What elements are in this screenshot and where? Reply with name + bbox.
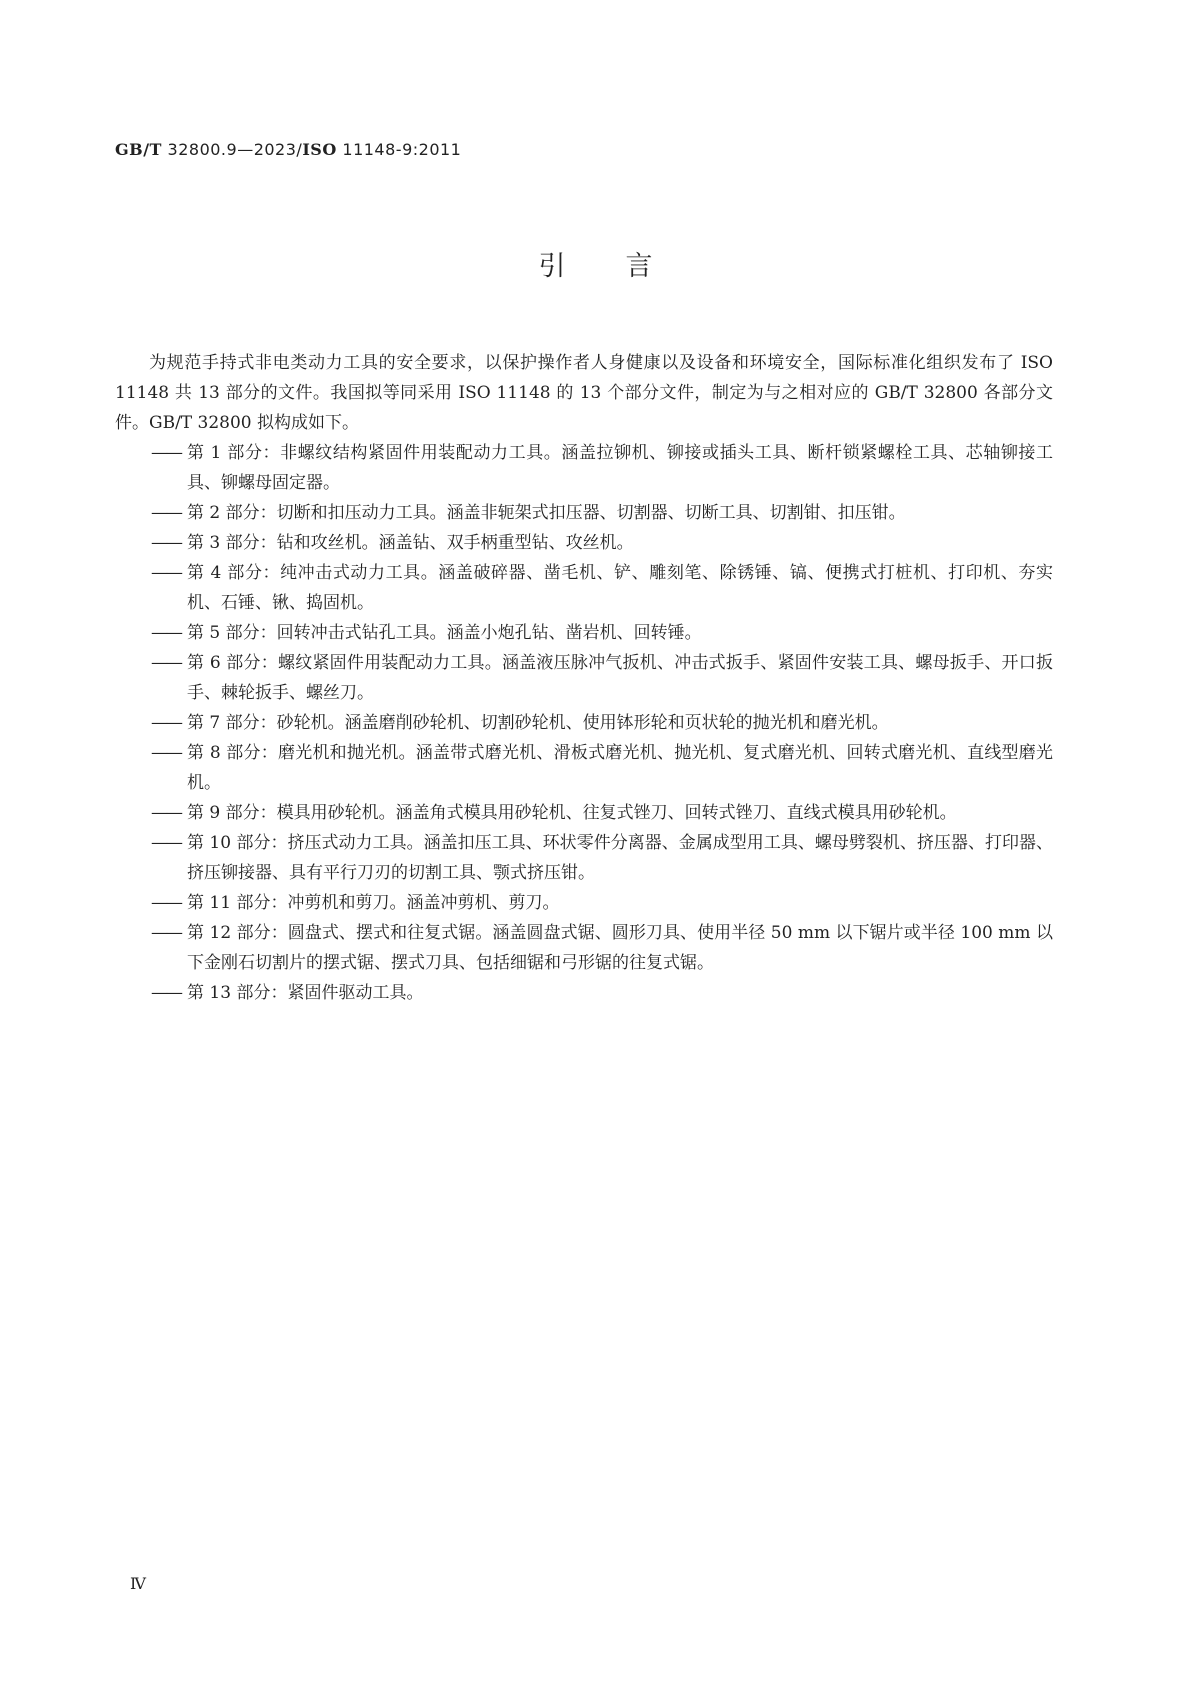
em-dash: —— xyxy=(151,443,181,463)
part-text: 第 4 部分：纯冲击式动力工具。涵盖破碎器、凿毛机、铲、雕刻笔、除锈锤、镐、便携式打桩机、打印机、夯实机、石锤、锹、捣固机。 xyxy=(187,563,1053,613)
part-text: 第 13 部分：紧固件驱动工具。 xyxy=(187,983,424,1003)
list-item-part-5 xyxy=(115,618,1053,648)
em-dash: —— xyxy=(151,833,181,853)
intro-paragraph: 为规范手持式非电类动力工具的安全要求，以保护操作者人身健康以及设备和环境安全，国际标准化组织发布了 ISO 11148 共 13 部分的文件。我国拟等同采用 ISO 11148 的 13 个部分文件，制定为与之相对应的 GB/T 32800 各部分文件。GB/T 32800 拟构成如下。 xyxy=(115,353,1053,433)
list-item-part-13 xyxy=(115,978,1053,1008)
part-text: 第 7 部分：砂轮机。涵盖磨削砂轮机、切割砂轮机、使用钵形轮和页状轮的抛光机和磨光机。 xyxy=(187,713,889,733)
list-item-part-7 xyxy=(115,708,1053,738)
em-dash: —— xyxy=(151,563,181,583)
list-item-part-9 xyxy=(115,798,1053,828)
list-item-part-4 xyxy=(115,558,1053,618)
list-item-part-6 xyxy=(115,648,1053,708)
iso-prefix: ISO xyxy=(302,140,337,159)
part-text: 第 10 部分：挤压式动力工具。涵盖扣压工具、环状零件分离器、金属成型用工具、螺母劈裂机、挤压器、打印器、挤压铆接器、具有平行刀刃的切割工具、颚式挤压钳。 xyxy=(187,833,1053,883)
document-header xyxy=(115,140,461,159)
list-item-part-3 xyxy=(115,528,1053,558)
part-text: 第 12 部分：圆盘式、摆式和往复式锯。涵盖圆盘式锯、圆形刀具、使用半径 50 mm 以下锯片或半径 100 mm 以下金刚石切割片的摆式锯、摆式刀具、包括细锯和弓形锯的往复式锯。 xyxy=(187,923,1053,973)
list-item-part-12 xyxy=(115,918,1053,978)
part-text: 第 9 部分：模具用砂轮机。涵盖角式模具用砂轮机、往复式锉刀、回转式锉刀、直线式模具用砂轮机。 xyxy=(187,803,957,823)
part-text: 第 3 部分：钻和攻丝机。涵盖钻、双手柄重型钻、攻丝机。 xyxy=(187,533,634,553)
document-body xyxy=(115,348,1053,1008)
list-item-part-11 xyxy=(115,888,1053,918)
standard-prefix: GB/T xyxy=(115,140,162,159)
part-text: 第 11 部分：冲剪机和剪刀。涵盖冲剪机、剪刀。 xyxy=(187,893,560,913)
list-item-part-1 xyxy=(115,438,1053,498)
list-item-part-8 xyxy=(115,738,1053,798)
em-dash: —— xyxy=(151,623,181,643)
iso-number: 11148-9:2011 xyxy=(342,140,462,159)
part-text: 第 8 部分：磨光机和抛光机。涵盖带式磨光机、滑板式磨光机、抛光机、复式磨光机、回转式磨光机、直线型磨光机。 xyxy=(187,743,1053,793)
em-dash: —— xyxy=(151,503,181,523)
page-number: Ⅳ xyxy=(130,1574,146,1593)
part-text: 第 6 部分：螺纹紧固件用装配动力工具。涵盖液压脉冲气扳机、冲击式扳手、紧固件安装工具、螺母扳手、开口扳手、棘轮扳手、螺丝刀。 xyxy=(187,653,1053,703)
standard-number: 32800.9—2023/ xyxy=(167,140,303,159)
part-text: 第 2 部分：切断和扣压动力工具。涵盖非轭架式扣压器、切割器、切断工具、切割钳、扣压钳。 xyxy=(187,503,906,523)
list-item-part-10 xyxy=(115,828,1053,888)
part-text: 第 1 部分：非螺纹结构紧固件用装配动力工具。涵盖拉铆机、铆接或插头工具、断杆锁紧螺栓工具、芯轴铆接工具、铆螺母固定器。 xyxy=(187,443,1053,493)
em-dash: —— xyxy=(151,803,181,823)
part-text: 第 5 部分：回转冲击式钻孔工具。涵盖小炮孔钻、凿岩机、回转锤。 xyxy=(187,623,702,643)
em-dash: —— xyxy=(151,923,181,943)
em-dash: —— xyxy=(151,893,181,913)
em-dash: —— xyxy=(151,983,181,1003)
em-dash: —— xyxy=(151,743,181,763)
em-dash: —— xyxy=(151,533,181,553)
list-item-part-2 xyxy=(115,498,1053,528)
em-dash: —— xyxy=(151,713,181,733)
page-title: 引言 xyxy=(538,251,713,282)
em-dash: —— xyxy=(151,653,181,673)
